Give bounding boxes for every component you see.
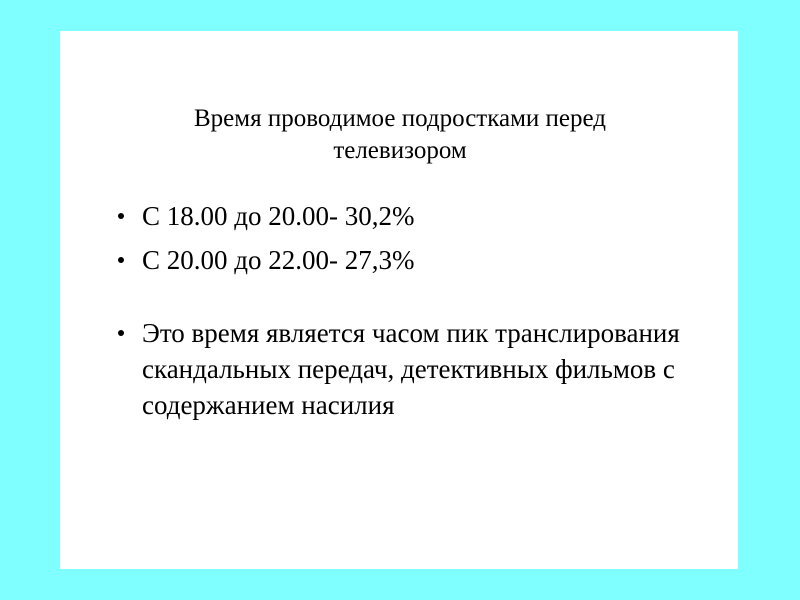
bullet-list — [110, 199, 710, 424]
page-title: Время проводимое подростками перед телевизором — [194, 105, 606, 164]
bullet-dot-icon — [118, 257, 124, 263]
slide-content — [60, 31, 738, 569]
list-item — [110, 316, 710, 424]
list-item-label: С 20.00 до 22.00- 27,3% — [142, 244, 415, 275]
bullet-dot-icon — [118, 330, 124, 336]
list-item-label: Это время является часом пик транслирования скандальных передач, детективных фильмов с содержанием насилия — [142, 317, 680, 420]
list-item-label: С 18.00 до 20.00- 30,2% — [142, 201, 415, 231]
list-item — [110, 199, 710, 235]
list-item — [110, 243, 710, 279]
bullet-dot-icon — [118, 213, 124, 219]
slide-page — [60, 31, 738, 569]
